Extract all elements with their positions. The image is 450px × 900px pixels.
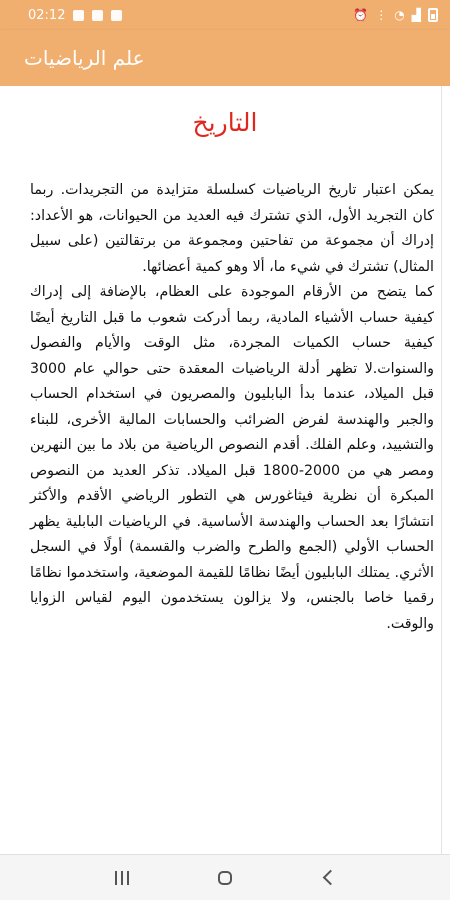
article-body xyxy=(30,178,434,637)
mail-icon xyxy=(111,10,122,21)
back-button[interactable] xyxy=(308,860,348,896)
signal-bars-icon: ▟ xyxy=(411,8,421,22)
alarm-icon: ⏰ xyxy=(353,8,369,22)
article-content[interactable] xyxy=(0,86,450,854)
status-left xyxy=(28,8,122,23)
home-button[interactable] xyxy=(205,860,245,896)
back-icon xyxy=(323,870,339,886)
home-icon xyxy=(218,871,232,885)
status-right xyxy=(353,8,438,22)
navigation-bar xyxy=(0,854,450,900)
image-icon xyxy=(92,10,103,21)
wifi-icon: ◔ xyxy=(394,8,405,22)
app-title: علم الرياضيات xyxy=(24,46,145,70)
article-paragraph: يمكن اعتبار تاريخ الرياضيات كسلسلة متزايدة من التجريدات. ربما كان التجريد الأول، الذي تشترك فيه العديد من الحيوانات، هو الأعداد: إدراك أن مجموعة من تفاحتين ومجموعة من برتقالتين (على سبيل المثال) تشترك في شيء ما، ألا وهو كمية أعضائها. xyxy=(30,182,434,275)
article-paragraph: كما يتضح من الأرقام الموجودة على العظام، بالإضافة إلى إدراك كيفية حساب الأشياء المادية، ربما أدركت شعوب ما قبل التاريخ أيضًا كيفية حساب الكميات المجردة، مثل الوقت والأيام والفصول والسنوات.لا تظهر أدلة الرياضيات المعقدة حتى حوالي عام 3000 قبل الميلاد، عندما بدأ البابليون والمصريون في استخدام الحساب والجبر والهندسة لفرض الضرائب والحسابات المالية الأخرى، للبناء والتشييد، وعلم الفلك. أقدم النصوص الرياضية من بلاد ما بين النهرين ومصر هي من 2000-1800 قبل الميلاد. تذكر العديد من النصوص المبكرة أن نظرية فيثاغورس هي التطور الرياضي الأقدم والأكثر انتشارًا بعد الحساب والهندسة الأساسية. في الرياضيات البابلية يظهر الحساب الأولي (الجمع والطرح والضرب والقسمة) أولًا في السجل الأثري. يمتلك البابليون أيضًا نظامًا للقيمة الموضعية، واستخدموا نظامًا رقميا خاصا بالجنس، ولا يزالون يستخدمون اليوم لقياس الزوايا والوقت. xyxy=(30,284,434,632)
signal-icon: ⋮ xyxy=(375,8,388,22)
app-bar xyxy=(0,30,450,86)
battery-icon xyxy=(428,8,438,22)
article-heading: التاريخ xyxy=(192,108,258,137)
status-time: 02:12 xyxy=(28,7,66,23)
recents-button[interactable] xyxy=(102,860,142,896)
status-bar xyxy=(0,0,450,30)
recents-icon xyxy=(115,871,129,885)
image-icon xyxy=(73,10,84,21)
